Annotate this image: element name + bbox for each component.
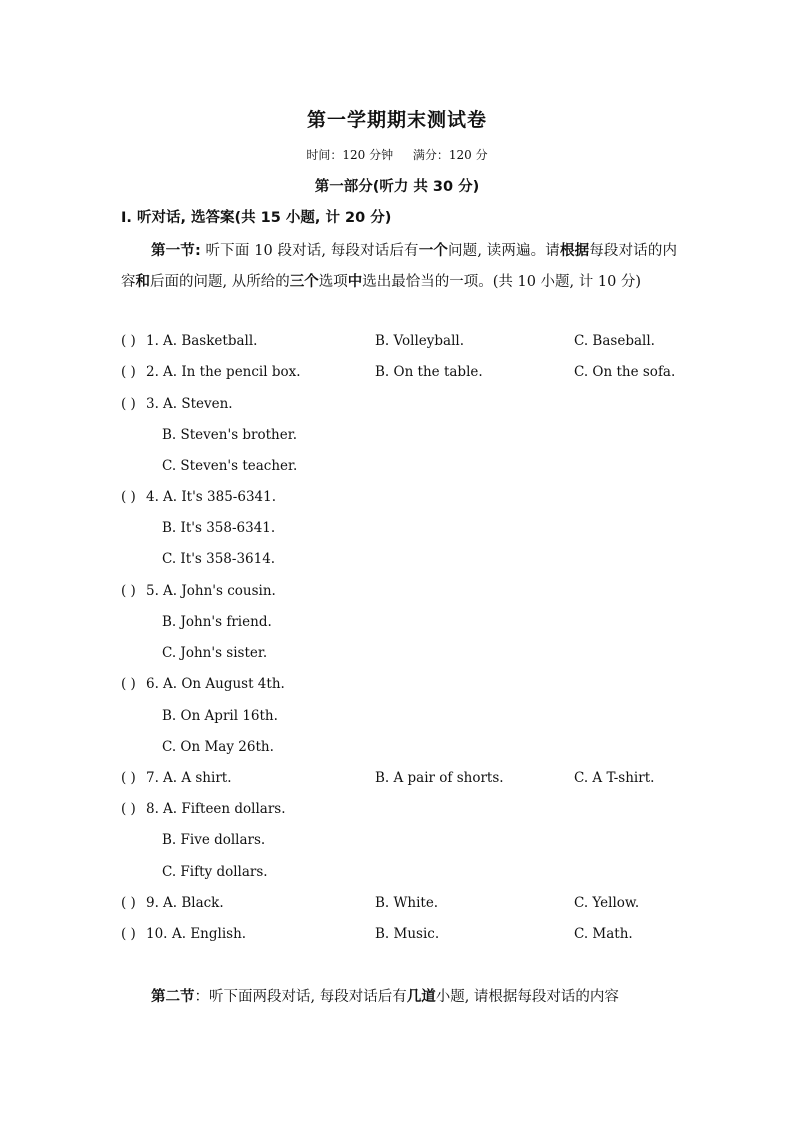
option-a: A. Steven.	[163, 396, 233, 412]
question-number: 10.	[146, 926, 168, 942]
question-number: 3.	[146, 396, 159, 412]
option-c: C. Yellow.	[574, 895, 640, 911]
question-number: 5.	[146, 583, 159, 599]
section-2-instruction	[151, 985, 619, 1006]
exam-score: 满分：120 分	[412, 148, 488, 162]
option-b: B. White.	[375, 895, 439, 911]
instruction-bold: 中	[347, 274, 363, 290]
question-number: 8.	[146, 801, 159, 817]
option-b: B. On the table.	[375, 364, 483, 380]
instruction-bold: 根据	[559, 243, 590, 259]
option-c: C. A T-shirt.	[574, 770, 655, 786]
option-c: C. Steven's teacher.	[162, 458, 298, 474]
question-8	[0, 798, 794, 820]
option-c: C. Baseball.	[574, 333, 655, 349]
question-10	[0, 923, 794, 945]
answer-blank[interactable]: ( )	[121, 770, 136, 786]
instruction-bold: 三个	[289, 274, 319, 290]
answer-blank[interactable]: ( )	[121, 895, 136, 911]
option-a: A. Basketball.	[163, 333, 258, 349]
question-9	[0, 892, 794, 914]
question-number: 4.	[146, 489, 159, 505]
section-2-text: 小题, 请根据每段对话的内容	[435, 989, 619, 1005]
exam-meta	[0, 146, 794, 163]
option-c: C. Math.	[574, 926, 633, 942]
instruction-text: 选项	[318, 274, 348, 290]
option-a: A. English.	[172, 926, 247, 942]
option-a: A. A shirt.	[163, 770, 232, 786]
instruction-text: 后面的问题, 从所给的	[150, 274, 290, 290]
instruction-text: 听下面 10 段对话, 每段对话后有	[200, 243, 419, 259]
option-c: C. It's 358-3614.	[162, 551, 276, 567]
answer-blank[interactable]: ( )	[121, 364, 136, 380]
option-c: C. On the sofa.	[574, 364, 676, 380]
section-title: Ⅰ. 听对话, 选答案(共 15 小题, 计 20 分)	[121, 210, 392, 226]
instruction-bold: 和	[135, 274, 150, 290]
answer-blank[interactable]: ( )	[121, 583, 136, 599]
answer-blank[interactable]: ( )	[121, 676, 136, 692]
section-2-text: ：听下面两段对话, 每段对话后有	[194, 989, 407, 1005]
question-1	[0, 330, 794, 352]
instruction-text: 选出最恰当的一项。(共 10 小题, 计 10 分)	[362, 274, 642, 290]
exam-time: 时间：120 分钟	[306, 148, 394, 162]
section-2-bold: 几道	[406, 989, 436, 1005]
section-2-lead: 第二节	[151, 989, 195, 1005]
option-a: A. It's 385-6341.	[163, 489, 276, 505]
option-a: A. John's cousin.	[163, 583, 276, 599]
option-b: B. On April 16th.	[162, 708, 278, 724]
question-number: 6.	[146, 676, 159, 692]
question-6	[0, 673, 794, 695]
option-c: C. John's sister.	[162, 645, 268, 661]
option-b: B. Five dollars.	[162, 832, 266, 848]
option-b: B. Volleyball.	[375, 333, 465, 349]
question-2	[0, 361, 794, 383]
answer-blank[interactable]: ( )	[121, 396, 136, 412]
option-a: A. On August 4th.	[163, 676, 285, 692]
question-3	[0, 393, 794, 415]
option-b: B. It's 358-6341.	[162, 520, 276, 536]
option-c: C. Fifty dollars.	[162, 864, 268, 880]
question-number: 2.	[146, 364, 159, 380]
answer-blank[interactable]: ( )	[121, 489, 136, 505]
section-instruction	[121, 236, 677, 298]
answer-blank[interactable]: ( )	[121, 801, 136, 817]
option-b: B. A pair of shorts.	[375, 770, 504, 786]
question-number: 1.	[146, 333, 159, 349]
answer-blank[interactable]: ( )	[121, 926, 136, 942]
exam-title: 第一学期期末测试卷	[306, 109, 487, 131]
option-a: A. Fifteen dollars.	[163, 801, 286, 817]
question-4	[0, 486, 794, 508]
part-title: 第一部分(听力 共 30 分)	[314, 179, 480, 195]
instruction-text: 问题, 读两遍。请	[448, 243, 560, 259]
instruction-text: 每段对话的内容	[121, 243, 678, 290]
option-b: B. John's friend.	[162, 614, 272, 630]
question-number: 7.	[146, 770, 159, 786]
answer-blank[interactable]: ( )	[121, 333, 136, 349]
question-7	[0, 767, 794, 789]
option-a: A. In the pencil box.	[163, 364, 301, 380]
option-b: B. Steven's brother.	[162, 427, 297, 443]
option-c: C. On May 26th.	[162, 739, 274, 755]
option-b: B. Music.	[375, 926, 440, 942]
question-number: 9.	[146, 895, 159, 911]
instruction-lead: 第一节:	[151, 243, 201, 259]
instruction-bold: 一个	[418, 243, 449, 259]
option-a: A. Black.	[163, 895, 224, 911]
question-5	[0, 580, 794, 602]
